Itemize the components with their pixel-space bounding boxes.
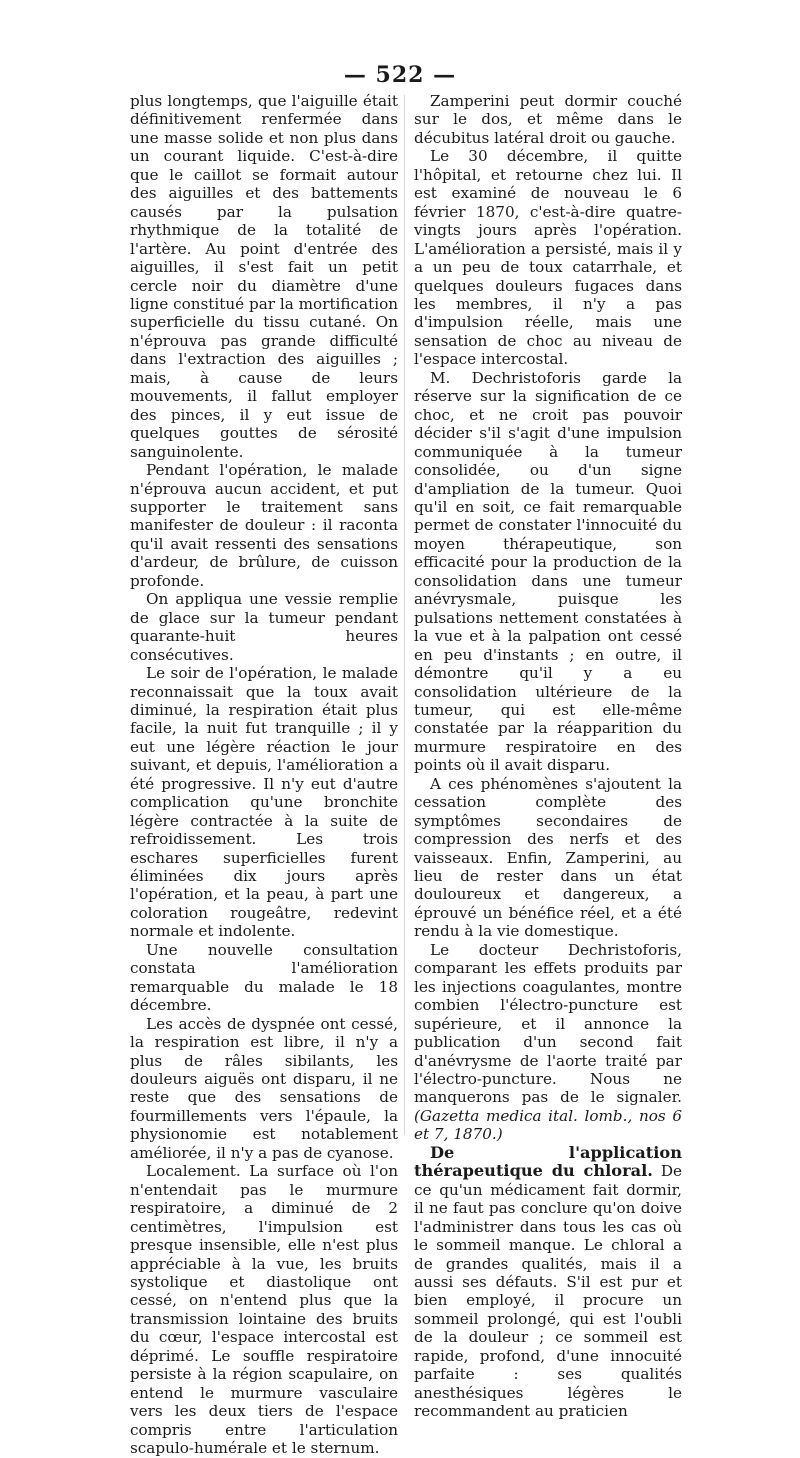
paragraph: Une nouvelle consultation constata l'amélioration remarquable du malade le 18 décembre. — [130, 940, 398, 1015]
paragraph: Zamperini peut dormir couché sur le dos, et même dans le décubitus latéral droit ou gauche. — [414, 92, 682, 147]
page-number: — 522 — — [343, 62, 457, 88]
citation: (Gazetta medica ital. lomb., nos 6 et 7, 1870.) — [414, 1106, 682, 1144]
paragraph: On appliqua une vessie remplie de glace sur la tumeur pendant quarante-huit heures consécutives. — [130, 590, 398, 664]
chloral-paragraph — [414, 1144, 682, 1421]
paragraph: Les accès de dyspnée ont cessé, la respiration est libre, il n'y a plus de râles sibilants, les douleurs aiguës ont disparu, il ne reste que des sensations de fourmillements vers l'épaule, la physionomie est notablement améliorée, il n'y a pas de cyanose. — [130, 1014, 398, 1162]
left-column — [130, 92, 398, 1458]
paragraph: Le 30 décembre, il quitte l'hôpital, et retourne chez lui. Il est examiné de nouveau le 6 février 1870, c'est-à-dire quatre-vingts jours après l'opération. L'amélioration a persisté, mais il y a un peu de toux catarrhale, et quelques douleurs fugaces dans les membres, il n'y a pas d'impulsion réelle, mais une sensation de choc au niveau de l'espace intercostal. — [414, 147, 682, 369]
paragraph-text: Le docteur Dechristoforis, comparant les effets produits par les injections coagulantes, montre combien l'électro-puncture est supérieure, et il annonce la publication d'un second fait d'anévrysme de l'aorte traité par l'électro-puncture. Nous ne manquerons pas de le signaler. — [414, 940, 682, 1107]
section-body: De ce qu'un médicament fait dormir, il ne faut pas conclure qu'on doive l'administrer dans tous les cas où le sommeil manque. Le chloral a de grandes qualités, mais il a aussi ses défauts. S'il est pur et bien employé, il procure un sommeil prolongé, qui est l'oubli de la douleur ; ce sommeil est rapide, profond, d'une innocuité parfaite : ses qualités anesthésiques légères le recommandent au praticien — [414, 1162, 683, 1421]
column-divider — [404, 95, 405, 1135]
right-column — [414, 92, 682, 1421]
section-heading: De l'application thérapeutique du chloral. — [414, 1142, 682, 1181]
paragraph: M. Dechristoforis garde la réserve sur la signification de ce choc, et ne croit pas pouvoir décider s'il s'agit d'une impulsion communiquée à la tumeur consolidée, ou d'un signe d'ampliation de la tumeur. Quoi qu'il en soit, ce fait remarquable permet de constater l'innocuité du moyen thérapeutique, son efficacité pour la production de la consolidation dans une tumeur anévrysmale, puisque les pulsations nettement constatées à la vue et à la palpation ont cessé en peu d'instants ; en outre, il démontre qu'il y a eu consolidation ultérieure de la tumeur, qui est elle-même constatée par la réapparition du murmure respiratoire en des points où il avait disparu. — [414, 368, 682, 775]
paragraph: Le soir de l'opération, le malade reconnaissait que la toux avait diminué, la respiration était plus facile, la nuit fut tranquille ; il y eut une légère réaction le jour suivant, et depuis, l'amélioration a été progressive. Il n'y eut d'autre complication qu'une bronchite légère contractée à la suite de refroidissement. Les trois eschares superficielles furent éliminées dix jours après l'opération, et la peau, à part une coloration rougeâtre, redevint normale et indolente. — [130, 664, 398, 941]
paragraph: A ces phénomènes s'ajoutent la cessation complète des symptômes secondaires de compression des nerfs et des vaisseaux. Enfin, Zamperini, au lieu de rester dans un état douloureux et dangereux, a éprouvé un bénéfice réel, et a été rendu à la vie domestique. — [414, 774, 682, 941]
paragraph: Pendant l'opération, le malade n'éprouva aucun accident, et put supporter le traitement sans manifester de douleur : il raconta qu'il avait ressenti des sensations d'ardeur, de brûlure, de cuisson profonde. — [130, 461, 398, 590]
paragraph: Localement. La surface où l'on n'entendait pas le murmure respiratoire, a diminué de 2 centimètres, l'impulsion est presque insensible, elle n'est plus appréciable à la vue, les bruits systolique et diastolique ont cessé, on n'entend plus que la transmission lointaine des bruits du cœur, l'espace intercostal est déprimé. Le souffle respiratoire persiste à la région scapulaire, on entend le murmure vasculaire vers les deux tiers de l'espace compris entre l'articulation scapulo-humérale et le sternum. — [130, 1162, 398, 1458]
paragraph: plus longtemps, que l'aiguille était définitivement renfermée dans une masse solide et non plus dans un courant liquide. C'est-à-dire que le caillot se formait autour des aiguilles et des battements causés par la pulsation rhythmique de la totalité de l'artère. Au point d'entrée des aiguilles, il s'est fait un petit cercle noir du diamètre d'une ligne constitué par la mortification superficielle du tissu cutané. On n'éprouva pas grande difficulté dans l'extraction des aiguilles ; mais, à cause de leurs mouvements, il fallut employer des pinces, il y eut issue de quelques gouttes de sérosité sanguinolente. — [130, 92, 398, 461]
paragraph — [414, 941, 682, 1144]
